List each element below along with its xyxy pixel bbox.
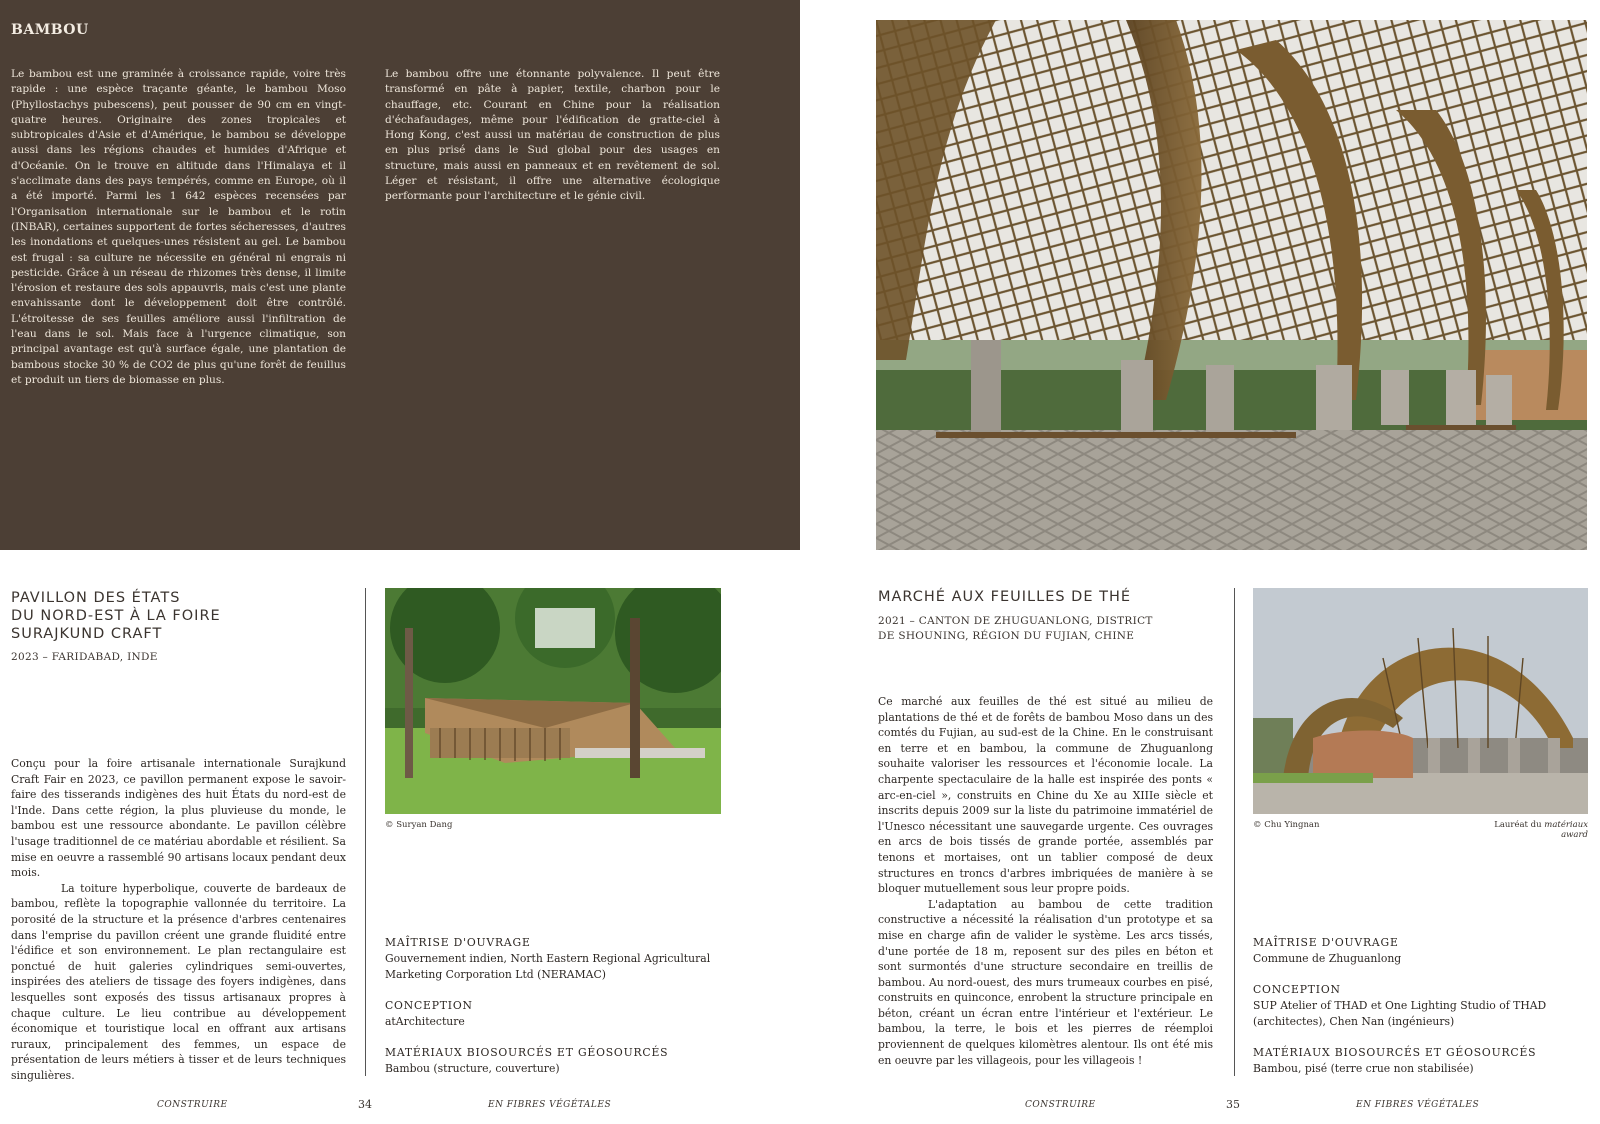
bambou-text-column-1: Le bambou est une graminée à croissance rapide, voire très rapide : une espèce traçante géante, le bambou Moso (Phyllostachys pubescens), peut pousser de 90 cm en vingt-quatre heures. Originaire des zones tropicales et subtropicales d'Asie et d'Amérique, le bambou se développe aussi dans les régions chaudes et humides d'Afrique et d'Océanie. On le trouve en altitude dans l'Himalaya et il s'acclimate dans des pays tempérés, comme en Europe, où il a été importé. Parmi les 1 642 espèces recensées par l'Organisation internationale sur le bambou et le rotin (INBAR), certaines supportent de fortes sécheresses, d'autres les inondations et quelques-unes résistent au gel. Le bambou est frugal : sa culture ne nécessite en général ni engrais ni pesticide. Grâce à un réseau de rhizomes très dense, il limite l'érosion et restaure des sols appauvris, mais c'est une plante envahissante dont le développement doit être contrôlé. L'étroitesse de ses feuilles améliore aussi l'infiltration de l'eau dans le sol. Mais face à l'urgence climatique, son principal avantage est qu'à surface égale, une plantation de bambous stocke 30 % de CO2 de plus qu'une forêt de feuillus et produit un tiers de biomasse en plus. <box>11 68 346 386</box>
right-conception-label: CONCEPTION <box>1253 983 1341 996</box>
footer-right-book: CONSTRUIRE <box>1025 1100 1096 1110</box>
right-maitrise-value: Commune de Zhuguanlong <box>1253 952 1402 965</box>
left-project-title-line-1: PAVILLON DES ÉTATS <box>11 590 181 606</box>
footer-left-section: EN FIBRES VÉGÉTALES <box>488 1100 612 1110</box>
left-materiaux-label: MATÉRIAUX BIOSOURCÉS ET GÉOSOURCÉS <box>385 1046 669 1059</box>
page-number-right: 35 <box>1226 1098 1240 1111</box>
award-prefix: Lauréat du <box>1494 820 1542 830</box>
right-project-subtitle-line-1: 2021 – CANTON DE ZHUGUANLONG, DISTRICT <box>878 615 1153 627</box>
right-maitrise-label: MAÎTRISE D'OUVRAGE <box>1253 936 1399 949</box>
left-conception-value: atArchitecture <box>385 1015 465 1028</box>
right-project-paragraph-1: Ce marché aux feuilles de thé est situé au milieu de plantations de thé et de forêts de bambou Moso dans un des comtés du Fujian, au sud-est de la Chine. En le construisant en terre et en bambou, la commune de Zhuguanlong souhaite valoriser les ressources et l'économie locale. La charpente spectaculaire de la halle est inspirée des ponts « arc-en-ciel », construits en Chine du Xe au XIIIe siècle et inscrits depuis 2009 sur la liste du patrimoine immatériel de l'Unesco nécessitant une sauvegarde urgente. Ces ouvrages en arcs de bois tissés de grande portée, assemblés par tenons et mortaises, ont un tablier composé de deux structures en troncs d'arbres imbriquées de manière à se bloquer mutuellement sous leur propre poids. <box>878 695 1213 896</box>
right-project-body <box>878 694 1213 1068</box>
right-materiaux-label: MATÉRIAUX BIOSOURCÉS ET GÉOSOURCÉS <box>1253 1046 1537 1059</box>
left-project-meta <box>385 935 725 1092</box>
right-project-title: MARCHÉ AUX FEUILLES DE THÉ <box>878 589 1132 605</box>
left-column-divider <box>365 588 366 1076</box>
right-conception-value: SUP Atelier of THAD et One Lighting Studio of THAD (architectes), Chen Nan (ingénieurs) <box>1253 999 1547 1028</box>
bambou-text-column-2: Le bambou offre une étonnante polyvalence. Il peut être transformé en pâte à papier, textile, charbon pour le chauffage, etc. Courant en Chine pour la réalisation d'échafaudages, même pour l'édification de gratte-ciel à Hong Kong, c'est aussi un matériau de construction de plus en plus prisé dans le Sud global pour des usages en structure, mais aussi en panneaux et en revêtement de sol. Léger et résistant, il offre une alternative écologique performante pour l'architecture et le génie civil. <box>385 68 720 203</box>
left-project-body <box>11 756 346 1083</box>
page-number-left: 34 <box>358 1098 372 1111</box>
left-project-title-line-2: DU NORD-EST À LA FOIRE <box>11 608 221 624</box>
left-materiaux-value: Bambou (structure, couverture) <box>385 1062 560 1075</box>
right-project-subtitle <box>878 614 1153 644</box>
left-project-title <box>11 589 221 643</box>
right-project-subtitle-line-2: DE SHOUNING, RÉGION DU FUJIAN, CHINE <box>878 630 1135 642</box>
left-conception-label: CONCEPTION <box>385 999 473 1012</box>
left-project-paragraph-1: Conçu pour la foire artisanale internationale Surajkund Craft Fair en 2023, ce pavillon permanent expose le savoir-faire des tisserands indigènes des huit États du nord-est de l'Inde. Dans cette région, la plus pluvieuse du monde, le bambou est une ressource abondante. Le pavillon célèbre l'usage traditionnel de ce matériau abordable et résilient. Sa mise en oeuvre a rassemblé 90 artisans locaux pendant deux mois. <box>11 757 346 880</box>
pavilion-photo <box>385 588 721 814</box>
left-project-title-line-3: SURAJKUND CRAFT <box>11 626 163 642</box>
footer-left-book: CONSTRUIRE <box>157 1100 228 1110</box>
right-materiaux-value: Bambou, pisé (terre crue non stabilisée) <box>1253 1062 1474 1075</box>
award-name: matériaux award <box>1544 820 1588 840</box>
bambou-title: BAMBOU <box>11 22 89 38</box>
right-project-meta <box>1253 935 1593 1092</box>
tea-market-exterior-photo <box>1253 588 1588 814</box>
right-project-paragraph-2: L'adaptation au bambou de cette tradition constructive a nécessité la réalisation d'un prototype et sa mise en charge afin de valider le système. Les arcs tissés, d'une portée de 18 m, reposent sur des piles en béton et sont surmontés d'une structure secondaire en treillis de bambou. Au nord-ouest, des murs trumeaux courbes en pisé, construits en quinconce, enrobent la structure principale en béton, créant un écran entre l'intérieur et l'extérieur. Le bambou, la terre, le bois et les pierres de réemploi proviennent de quelques kilomètres alentour. Ils ont été mis en oeuvre par les villageois, pour les villageois ! <box>878 897 1213 1067</box>
left-project-paragraph-2: La toiture hyperbolique, couverte de bardeaux de bambou, reflète la topographie vallonnée du territoire. La porosité de la structure et la présence d'arbres centenaires dans l'emprise du pavillon créent une grande fluidité entre l'édifice et son environnement. Le plan rectangulaire est ponctué de huit galeries cylindriques semi-ouvertes, inspirées des ateliers de tissage des foyers indigènes, dans lesquelles sont exposés des tissus artisanaux propres à chaque culture. Le lieu contribue au développement économique et touristique local en offrant aux artisans ruraux, principalement des femmes, un espace de présentation de leurs métiers à tisser et de leurs techniques singulières. <box>11 881 346 1082</box>
right-column-divider <box>1234 588 1235 1076</box>
tea-market-interior-photo <box>876 20 1587 550</box>
award-note <box>1470 820 1588 840</box>
left-maitrise-label: MAÎTRISE D'OUVRAGE <box>385 936 531 949</box>
left-maitrise-value: Gouvernement indien, North Eastern Regional Agricultural Marketing Corporation Ltd (NERAMAC) <box>385 952 711 981</box>
footer-right-section: EN FIBRES VÉGÉTALES <box>1356 1100 1480 1110</box>
right-photo-credit: © Chu Yingnan <box>1253 820 1320 830</box>
left-project-subtitle: 2023 – FARIDABAD, INDE <box>11 651 158 663</box>
left-photo-credit: © Suryan Dang <box>385 820 453 830</box>
